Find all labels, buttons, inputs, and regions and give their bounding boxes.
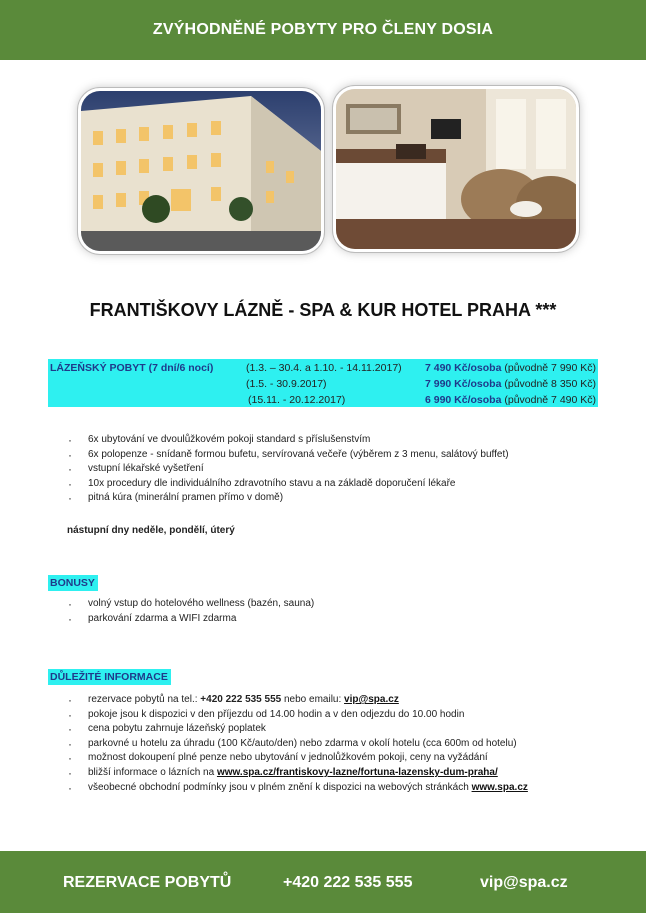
list-item: · 10x procedury dle individuálního zdravotního stavu a na základě doporučení lékaře (68, 477, 509, 492)
included-list (68, 433, 509, 506)
reservation-phone: +420 222 535 555 (200, 694, 282, 705)
more-info-prefix: bližší informace o lázních na (88, 766, 217, 778)
price-value (425, 362, 596, 374)
list-item: · parkování zdarma a WIFI zdarma (68, 612, 314, 627)
footer-label: REZERVACE POBYTŮ (63, 874, 232, 891)
list-item: · možnost dokoupení plné penze nebo ubytování v jednolůžkovém pokoji, ceny na vyžádání (68, 751, 528, 766)
arrival-days: nástupní dny neděle, pondělí, úterý (67, 525, 235, 536)
price-dates: (15.11. - 20.12.2017) (248, 394, 346, 406)
price-row (48, 359, 598, 375)
hotel-title: FRANTIŠKOVY LÁZNĚ - SPA & KUR HOTEL PRAHA *** (89, 300, 557, 320)
list-item: · cena pobytu zahrnuje lázeňský poplatek (68, 722, 528, 737)
list-item (68, 693, 528, 708)
price-amount: 7 990 Kč/osoba (424, 378, 502, 390)
more-info-link[interactable]: www.spa.cz/frantiskovy-lazne/fortuna-lazensky-dum-praha/ (216, 766, 498, 778)
list-item: · 6x polopenze - snídaně formou bufetu, servírovaná večeře (výběrem z 3 menu, salátový buffet) (68, 448, 509, 463)
reservation-prefix: rezervace pobytů na tel.: (88, 694, 201, 705)
price-original: (původně 7 990 Kč) (501, 362, 596, 374)
price-dates: (1.3. – 30.4. a 1.10. - 14.11.2017) (246, 362, 402, 374)
price-value (425, 378, 596, 390)
hotel-exterior-photo (78, 88, 324, 254)
terms-prefix: všeobecné obchodní podmínky jsou v plném znění k dispozici na webových stránkách (88, 781, 472, 793)
reservation-mid: nebo emailu: (281, 694, 345, 705)
price-original: (původně 8 350 Kč) (501, 378, 596, 390)
terms-link[interactable]: www.spa.cz (471, 781, 528, 793)
list-item (68, 781, 528, 796)
info-heading: DŮLEŽITÉ INFORMACE (48, 669, 171, 685)
list-item: · vstupní lékařské vyšetření (68, 462, 509, 477)
bonus-heading: BONUSY (48, 575, 98, 591)
list-item: · pokoje jsou k dispozici v den příjezdu od 14.00 hodin a v den odjezdu do 10.00 hodin (68, 708, 528, 723)
price-row (48, 375, 598, 391)
stay-label: LÁZEŇSKÝ POBYT (7 dní/6 nocí) (50, 362, 214, 374)
price-amount: 7 490 Kč/osoba (424, 362, 502, 374)
hotel-room-photo (333, 86, 579, 252)
price-dates: (1.5. - 30.9.2017) (246, 378, 327, 390)
price-value (425, 394, 596, 406)
price-amount: 6 990 Kč/osoba (424, 394, 502, 406)
list-item: · volný vstup do hotelového wellness (bazén, sauna) (68, 597, 314, 612)
price-original: (původně 7 490 Kč) (501, 394, 596, 406)
list-item: · pitná kúra (minerální pramen přímo v domě) (68, 491, 509, 506)
reservation-email-link[interactable]: vip@spa.cz (344, 694, 399, 705)
list-item: · 6x ubytování ve dvoulůžkovém pokoji standard s příslušenstvím (68, 433, 509, 448)
page-footer (0, 851, 646, 913)
footer-phone[interactable]: +420 222 535 555 (283, 874, 413, 891)
header-title: ZVÝHODNĚNÉ POBYTY PRO ČLENY DOSIA (152, 21, 494, 38)
info-list (68, 693, 528, 795)
list-item: · parkovné u hotelu za úhradu (100 Kč/auto/den) nebo zdarma v okolí hotelu (cca 600m od hotelu) (68, 737, 528, 752)
footer-email[interactable]: vip@spa.cz (480, 874, 568, 891)
bonus-list (68, 597, 314, 626)
page-header (0, 0, 646, 60)
list-item (68, 766, 528, 781)
stay-price-box (48, 359, 598, 407)
price-row (48, 391, 598, 407)
